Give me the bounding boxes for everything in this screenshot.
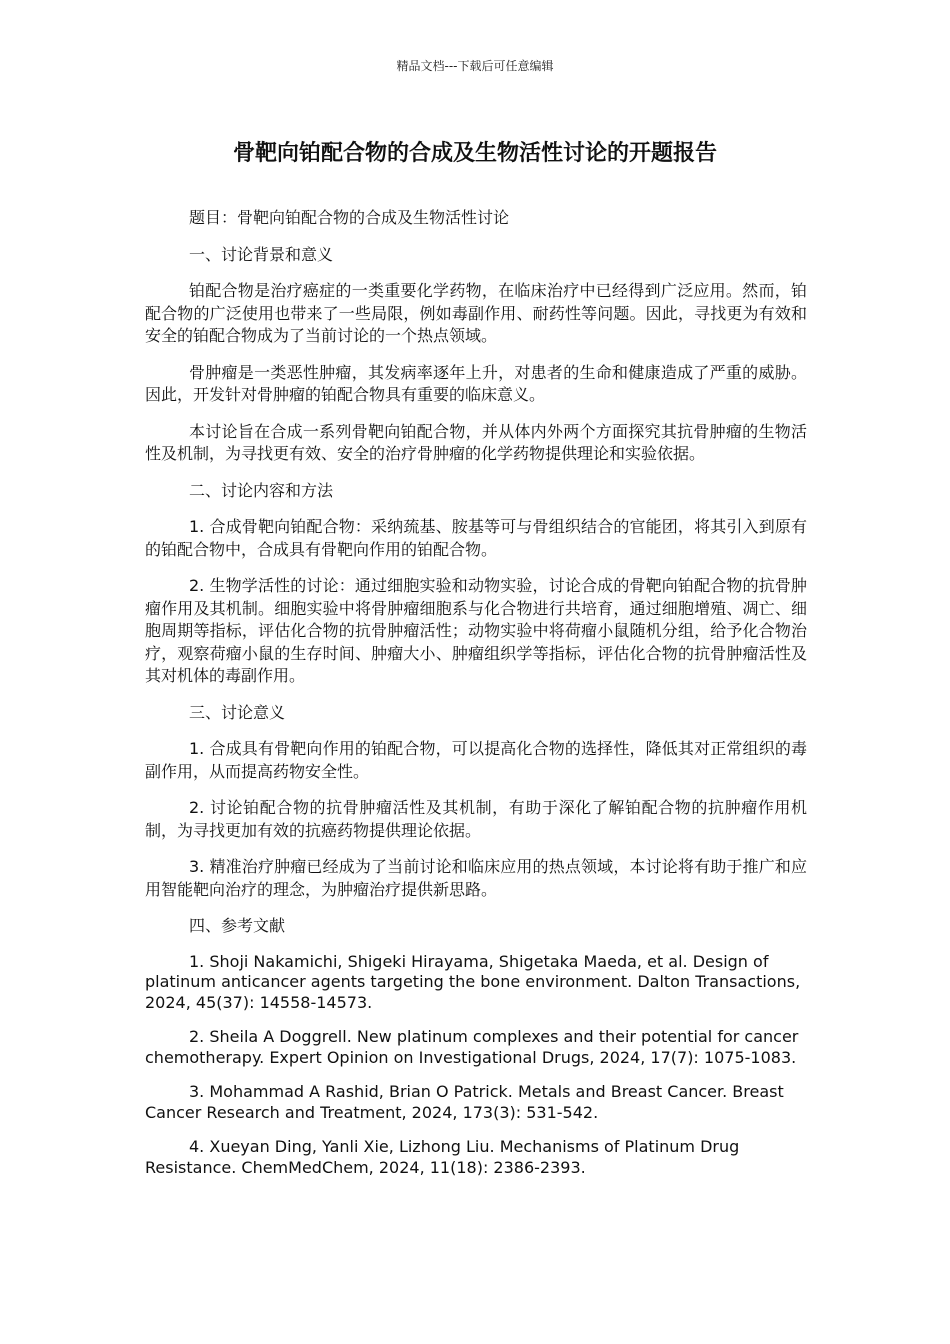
paragraph: 3. 精准治疗肿瘤已经成为了当前讨论和临床应用的热点领域，本讨论将有助于推广和应用智能靶向治疗的理念，为肿瘤治疗提供新思路。 — [145, 857, 807, 899]
reference-item: 2. Sheila A Doggrell. New platinum complexes and their potential for cancer chemotherapy. Expert Opinion on Investigational Drugs, 2024, 17(7): 1075-1083. — [145, 1027, 799, 1067]
section-heading-references: 四、参考文献 — [189, 916, 286, 935]
reference-item: 3. Mohammad A Rashid, Brian O Patrick. Metals and Breast Cancer. Breast Cancer Research and Treatment, 2024, 173(3): 531-542. — [145, 1082, 784, 1122]
paragraph: 2. 生物学活性的讨论：通过细胞实验和动物实验，讨论合成的骨靶向铂配合物的抗骨肿瘤作用及其机制。细胞实验中将骨肿瘤细胞系与化合物进行共培育，通过细胞增殖、凋亡、细胞周期等指标，评估化合物的抗骨肿瘤活性；动物实验中将荷瘤小鼠随机分组，给予化合物治疗，观察荷瘤小鼠的生存时间、肿瘤大小、肿瘤组织学等指标，评估化合物的抗骨肿瘤活性及其对机体的毒副作用。 — [145, 576, 807, 685]
document-body — [145, 207, 807, 1192]
paragraph: 骨肿瘤是一类恶性肿瘤，其发病率逐年上升，对患者的生命和健康造成了严重的威胁。因此，开发针对骨肿瘤的铂配合物具有重要的临床意义。 — [145, 362, 807, 404]
page-header: 精品文档---下载后可任意编辑 — [396, 59, 554, 73]
paragraph: 1. 合成具有骨靶向作用的铂配合物，可以提高化合物的选择性，降低其对正常组织的毒副作用，从而提高药物安全性。 — [145, 739, 807, 781]
subject-line: 题目：骨靶向铂配合物的合成及生物活性讨论 — [189, 208, 510, 227]
document-title: 骨靶向铂配合物的合成及生物活性讨论的开题报告 — [232, 141, 717, 166]
paragraph: 本讨论旨在合成一系列骨靶向铂配合物，并从体内外两个方面探究其抗骨肿瘤的生物活性及机制，为寻找更有效、安全的治疗骨肿瘤的化学药物提供理论和实验依据。 — [145, 421, 807, 463]
paragraph: 铂配合物是治疗癌症的一类重要化学药物，在临床治疗中已经得到广泛应用。然而，铂配合物的广泛使用也带来了一些局限，例如毒副作用、耐药性等问题。因此，寻找更为有效和安全的铂配合物成为了当前讨论的一个热点领域。 — [145, 281, 807, 345]
paragraph: 1. 合成骨靶向铂配合物：采纳巯基、胺基等可与骨组织结合的官能团，将其引入到原有的铂配合物中，合成具有骨靶向作用的铂配合物。 — [145, 517, 807, 559]
section-heading-background: 一、讨论背景和意义 — [189, 244, 334, 264]
section-heading-methods: 二、讨论内容和方法 — [189, 480, 334, 500]
paragraph: 2. 讨论铂配合物的抗骨肿瘤活性及其机制，有助于深化了解铂配合物的抗肿瘤作用机制，为寻找更加有效的抗癌药物提供理论依据。 — [145, 798, 807, 840]
reference-item: 4. Xueyan Ding, Yanli Xie, Lizhong Liu. Mechanisms of Platinum Drug Resistance. ChemMedChem, 2024, 11(18): 2386-2393. — [145, 1137, 740, 1177]
reference-item: 1. Shoji Nakamichi, Shigeki Hirayama, Shigetaka Maeda, et al. Design of platinum anticancer agents targeting the bone environment. Dalton Transactions, 2024, 45(37): 14558-14573. — [145, 951, 801, 1012]
section-heading-significance: 三、讨论意义 — [189, 702, 286, 722]
